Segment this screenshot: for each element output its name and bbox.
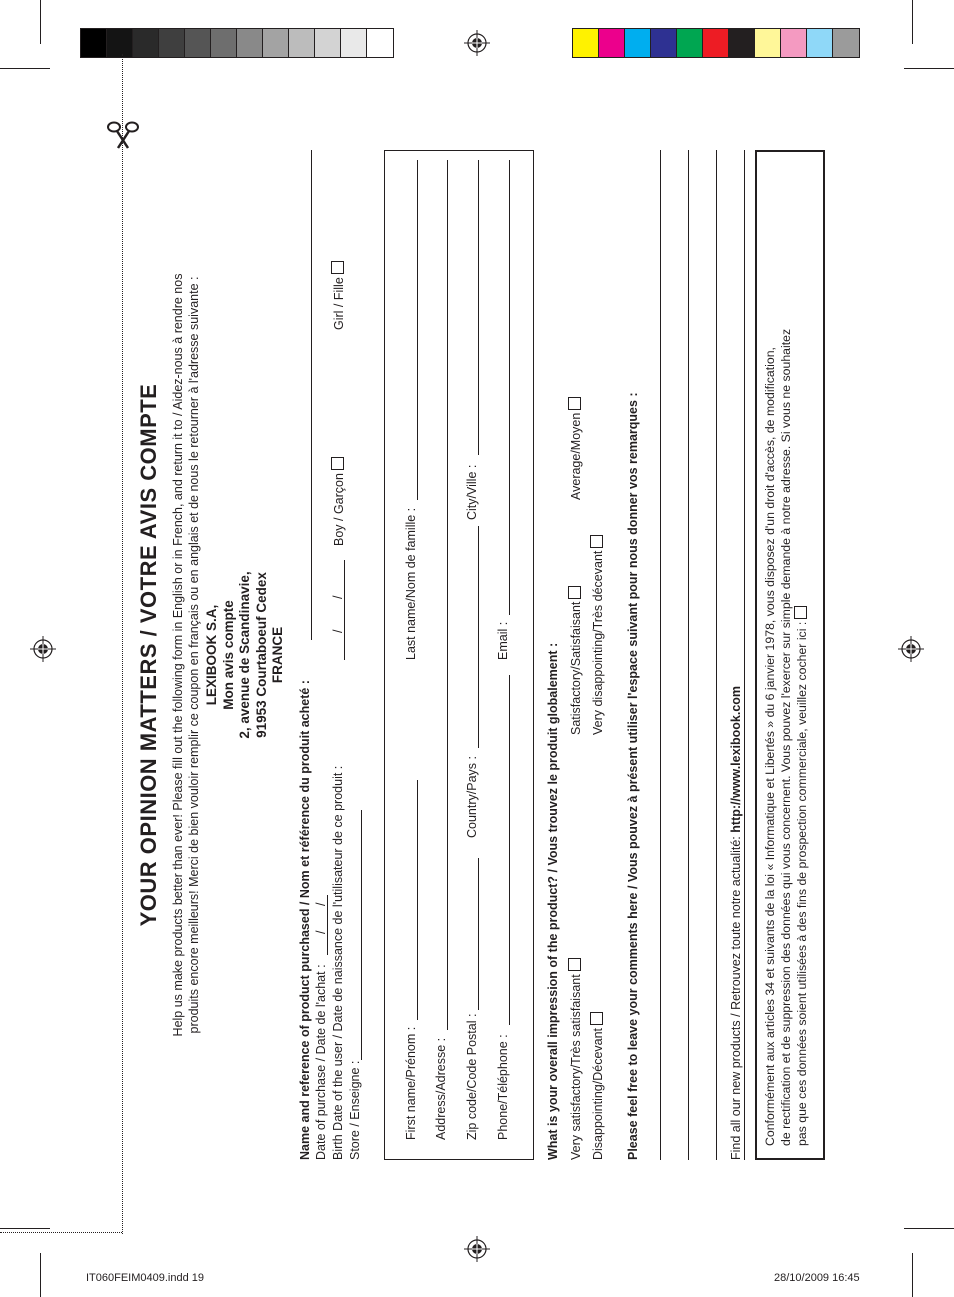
return-address <box>204 150 287 1160</box>
girl-option[interactable] <box>331 261 346 330</box>
scissors-icon <box>106 118 140 152</box>
process-color-bar <box>572 28 860 58</box>
color-swatch <box>573 29 599 57</box>
very-disappointing-checkbox[interactable] <box>590 535 603 548</box>
color-swatch <box>263 29 289 57</box>
girl-checkbox[interactable] <box>331 261 344 274</box>
color-swatch <box>237 29 263 57</box>
address-field[interactable] <box>447 160 448 1030</box>
phone-label: Phone/Téléphone : <box>496 1034 510 1140</box>
legal-line: pas que ces données soient utilisées à des fins de prospection commerciale, veuillez cocher ici : <box>795 621 809 1146</box>
color-swatch <box>599 29 625 57</box>
comment-line[interactable] <box>744 150 745 1160</box>
store-label: Store / Enseigne : <box>348 1060 362 1160</box>
country-field[interactable] <box>478 526 479 748</box>
color-swatch <box>703 29 729 57</box>
color-swatch <box>211 29 237 57</box>
address-line: LEXIBOOK S.A, <box>204 604 219 706</box>
address-line: FRANCE <box>270 626 285 684</box>
website-text: Find all our new products / Retrouvez toute notre actualité: <box>729 836 743 1160</box>
color-swatch <box>833 29 859 57</box>
crop-mark <box>0 1228 50 1229</box>
first-name-label: First name/Prénom : <box>404 1026 418 1140</box>
comment-line[interactable] <box>688 150 689 1160</box>
registration-mark-icon <box>464 30 490 56</box>
grayscale-color-bar <box>80 28 394 58</box>
color-swatch <box>729 29 755 57</box>
color-swatch <box>185 29 211 57</box>
address-line: Mon avis compte <box>220 600 236 710</box>
average-checkbox[interactable] <box>568 397 581 410</box>
crop-mark <box>40 0 41 44</box>
impression-heading: What is your overall impression of the product? / Vous trouvez le produit globalement : <box>546 642 560 1160</box>
very-satisfactory-label: Very satisfactory/Très satisfaisant <box>569 974 583 1160</box>
address-label: Address/Adresse : <box>434 1037 448 1140</box>
color-swatch <box>81 29 107 57</box>
color-swatch <box>133 29 159 57</box>
crop-mark <box>904 68 954 69</box>
disappointing-checkbox[interactable] <box>590 1012 603 1025</box>
product-name-line[interactable] <box>311 150 312 640</box>
email-label: Email : <box>496 621 510 660</box>
city-label: City/Ville : <box>465 464 479 520</box>
email-field[interactable] <box>509 160 510 615</box>
color-swatch <box>677 29 703 57</box>
color-swatch <box>315 29 341 57</box>
very-disappointing-label: Very disappointing/Très décevant <box>591 550 605 735</box>
legal-text <box>763 156 811 1146</box>
file-slug: IT060FEIM0409.indd 19 <box>86 1272 205 1284</box>
comment-line[interactable] <box>716 150 717 1160</box>
opinion-form <box>134 150 854 1160</box>
average-option[interactable] <box>568 397 583 500</box>
city-field[interactable] <box>478 160 479 455</box>
boy-checkbox[interactable] <box>331 457 344 470</box>
very-satisfactory-option[interactable] <box>568 958 583 1160</box>
color-swatch <box>107 29 133 57</box>
comments-heading: Please feel free to leave your comments here / Vous pouvez à présent utiliser l'espace suivant pour nous donner vos remarques : <box>626 392 640 1160</box>
product-heading: Name and reference of product purchased / Nom et référence du produit acheté : <box>298 680 312 1160</box>
legal-line-opt-out <box>794 156 811 1146</box>
satisfactory-checkbox[interactable] <box>568 586 581 599</box>
website-link[interactable]: http://www.lexibook.com <box>729 685 743 833</box>
store-field[interactable] <box>361 810 362 1060</box>
average-label: Average/Moyen <box>569 412 583 500</box>
color-swatch <box>807 29 833 57</box>
crop-mark <box>40 1253 41 1297</box>
boy-label: Boy / Garçon <box>332 473 346 546</box>
very-satisfactory-checkbox[interactable] <box>568 958 581 971</box>
address-line: 2, avenue de Scandinavie, <box>237 571 252 739</box>
birth-date-field[interactable] <box>344 560 345 660</box>
registration-mark-icon <box>464 1236 490 1262</box>
zip-label: Zip code/Code Postal : <box>465 1013 479 1140</box>
zip-field[interactable] <box>478 858 479 1010</box>
crop-mark <box>912 0 913 44</box>
disappointing-label: Disappointing/Décevant <box>591 1027 605 1160</box>
first-name-field[interactable] <box>417 780 418 1020</box>
cut-line <box>122 54 123 1234</box>
date-separator: / <box>331 629 345 633</box>
legal-line: de rectification et de suppression des données qui vous concernent. Vous pouvez l'exercer sur simple demande à notre adresse. Si vous ne souhaitez <box>778 328 793 1146</box>
opt-out-checkbox[interactable] <box>794 606 807 619</box>
color-swatch <box>625 29 651 57</box>
birth-date-label: Birth Date of the user / Date de naissance de l'utilisateur de ce produit : <box>331 765 345 1160</box>
last-name-label: Last name/Nom de famille : <box>404 507 418 660</box>
cut-line <box>0 1232 122 1233</box>
color-swatch <box>651 29 677 57</box>
last-name-field[interactable] <box>417 160 418 500</box>
country-label: Country/Pays : <box>465 756 479 838</box>
color-swatch <box>159 29 185 57</box>
girl-label: Girl / Fille <box>332 277 346 330</box>
color-swatch <box>341 29 367 57</box>
phone-field[interactable] <box>509 675 510 1025</box>
purchase-date-label: Date of purchase / Date de l'achat : <box>314 964 328 1160</box>
form-title: YOUR OPINION MATTERS / VOTRE AVIS COMPTE <box>136 383 161 927</box>
crop-mark <box>912 1253 913 1297</box>
disappointing-option[interactable] <box>590 1012 605 1160</box>
intro-line: produits encore meilleurs! Merci de bien vouloir remplir ce coupon en français ou en anglais et de nous le retourner à l'adresse suivante : <box>187 276 201 1034</box>
address-line: 91953 Courtaboeuf Cedex <box>253 572 269 738</box>
crop-mark <box>0 68 50 69</box>
date-separator: / <box>314 930 328 934</box>
date-separator: / <box>331 595 345 599</box>
satisfactory-label: Satisfactory/Satisfaisant <box>569 601 583 735</box>
registration-mark-icon <box>30 636 56 662</box>
very-disappointing-option[interactable] <box>590 535 605 735</box>
crop-mark <box>904 1228 954 1229</box>
website-line <box>729 682 743 1160</box>
intro-text <box>170 150 202 1160</box>
date-separator: / <box>314 902 328 906</box>
registration-mark-icon <box>898 636 924 662</box>
legal-line: Conformément aux articles 34 et suivants de la loi « Informatique et Libertés » du 6 janvier 1978, vous disposez d'un droit d'accès, de modification, <box>763 347 777 1146</box>
color-swatch <box>755 29 781 57</box>
intro-line: Help us make products better than ever! Please fill out the following form in English or in French, and return it to / Aidez-nous à rendre nos <box>171 273 185 1037</box>
boy-option[interactable] <box>331 457 346 546</box>
satisfactory-option[interactable] <box>568 586 583 735</box>
color-swatch <box>781 29 807 57</box>
date-slug: 28/10/2009 16:45 <box>774 1272 860 1284</box>
color-swatch <box>367 29 393 57</box>
comment-line[interactable] <box>660 150 661 1160</box>
color-swatch <box>289 29 315 57</box>
